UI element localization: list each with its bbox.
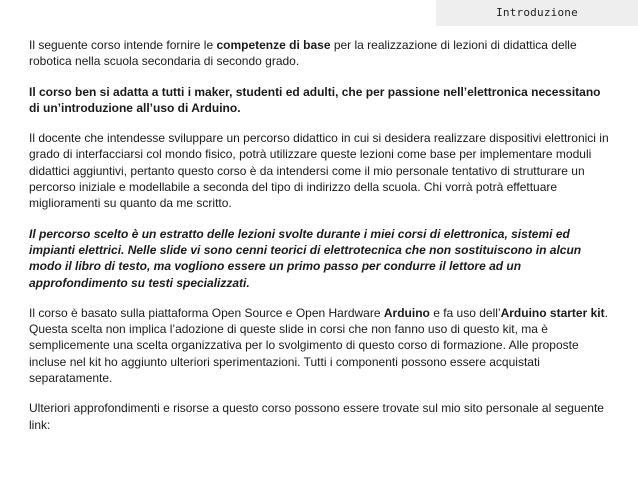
text-run: Il docente che intendesse sviluppare un percorso didattico in cui si desidera realizzare dispositivi elettronici in grado di interfacciarsi col mondo fisico, potrà utilizzare queste lezioni come base per implementare moduli didattici aggiuntivi, pertanto questo corso è da intendersi come il mio personale tentativo di strutturare un percorso iniziale e modellabile a seconda del tipo di indirizzo della scuola. Chi vorrà potrà effettuare miglioramenti su quanto da me scritto. [29,131,609,211]
bold-italic-run: Il percorso scelto è un estratto delle lezioni svolte durante i miei corsi di elettronica, sistemi ed impianti elettrici. Nelle slide vi sono cenni teorici di elettrotecnica che non sostituiscono in alcun modo il libro di testo, ma vogliono essere un primo passo per condurre il lettore ad un approfondimento su testi specializzati. [29,226,582,290]
bold-run: Arduino starter kit [500,305,605,320]
text-run: Il corso è basato sulla piattaforma Open Source e Open Hardware [29,305,384,320]
text-run: Ulteriori approfondimenti e risorse a questo corso possono essere trovate sul mio sito personale al seguente link: [29,401,604,432]
text-run: Il seguente corso intende fornire le [29,38,217,52]
section-title: Introduzione [496,6,578,19]
text-run: per la realizzazione di lezioni di didattica delle robotica nella scuola secondaria di secondo grado. [29,38,577,69]
bold-run: Arduino [383,305,430,320]
paragraph-teacher [29,130,609,211]
text-run: . Questa scelta non implica l’adozione di queste slide in corsi che non fanno uso di questo kit, ma è semplicemente una scelta organizzativa per lo svolgimento di questo corso di formazione. Alle proposte incluse nel kit ho aggiunto ulteriori sperimentazioni. Tutti i componenti possono essere acquistati separatamente. [29,305,608,386]
paragraph-course-path [29,226,609,291]
paragraph-platform [29,305,609,386]
bold-run: . [237,100,241,115]
paragraph-resources [29,400,609,433]
paragraph-audience [29,84,609,117]
text-run: e fa uso dell’ [429,305,501,320]
paragraph-intro [29,37,609,70]
bold-run: Arduino [191,100,238,115]
document-body [29,37,609,447]
bold-run: Il corso ben si adatta a tutti i maker, studenti ed adulti, che per passione nell’elettronica necessitano di un’introduzione all’uso di [29,84,601,115]
bold-run: competenze di base [216,38,331,52]
section-tab [436,0,638,26]
